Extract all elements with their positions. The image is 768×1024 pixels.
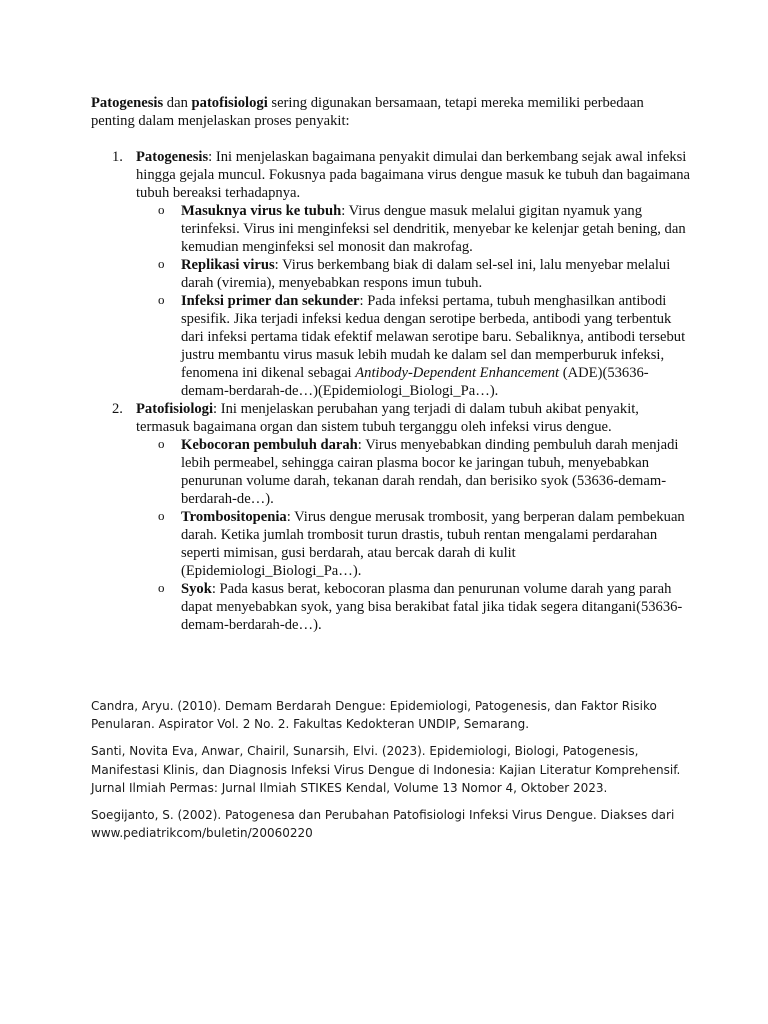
- sub-item-term: Syok: [181, 581, 212, 597]
- list-item-patofisiologi: [91, 400, 691, 436]
- sub-item-text: : Virus menyebabkan dinding pembuluh darah menjadi lebih permeabel, sehingga cairan plasma bocor ke jaringan tubuh, menyebabkan penurunan volume darah, tekanan darah rendah, dan berisiko syok (53636-demam-berdarah-de…).: [181, 437, 679, 507]
- sub-item-term: Kebocoran pembuluh darah: [181, 437, 358, 453]
- sub-item-text: : Pada kasus berat, kebocoran plasma dan penurunan volume darah yang parah dapat menyebabkan syok, yang bisa berakibat fatal jika tidak segera ditangani(53636-demam-berdarah-de…).: [181, 581, 683, 633]
- item-term: Patofisiologi: [136, 401, 214, 417]
- item-term: Patogenesis: [136, 149, 209, 165]
- reference-entry: Santi, Novita Eva, Anwar, Chairil, Sunarsih, Elvi. (2023). Epidemiologi, Biologi, Patogenesis, Manifestasi Klinis, dan Diagnosis Infeksi Virus Dengue di Indonesia: Kajian Literatur Komprehensif. Jurnal Ilmiah Permas: Jurnal Ilmiah STIKES Kendal, Volume 13 Nomor 4, Oktober 2023.: [91, 744, 681, 795]
- intro-connector: dan: [163, 95, 192, 111]
- list-number: 2.: [112, 401, 123, 417]
- sublist-patofisiologi: [91, 436, 691, 634]
- sub-item-term: Infeksi primer dan sekunder: [181, 293, 360, 309]
- sub-item-text: : Pada infeksi pertama, tubuh menghasilkan antibodi spesifik. Jika terjadi infeksi kedua dengan serotipe berbeda, antibodi yang terbentuk dari infeksi pertama tidak efektif melawan serotipe baru. Sebaliknya, antibodi tersebut justru membantu virus masuk lebih mudah ke dalam sel dan memperburuk infeksi, fenomena ini dikenal sebagai: [181, 293, 686, 381]
- sub-item-term: Masuknya virus ke tubuh: [181, 203, 342, 219]
- item-text: : Ini menjelaskan perubahan yang terjadi di dalam tubuh akibat penyakit, termasuk bagaimana organ dan sistem tubuh terganggu oleh infeksi virus dengue.: [136, 401, 639, 435]
- reference-list: [91, 697, 691, 851]
- sub-item-text: : Virus berkembang biak di dalam sel-sel ini, lalu menyebar melalui darah (viremia), menyebabkan respons imun tubuh.: [181, 257, 671, 291]
- item-text: : Ini menjelaskan bagaimana penyakit dimulai dan berkembang sejak awal infeksi hingga gejala muncul. Fokusnya pada bagaimana virus dengue masuk ke tubuh dan bagaimana tubuh bereaksi terhadapnya.: [136, 149, 690, 201]
- list-number: 1.: [112, 149, 123, 165]
- sub-item-text: : Virus dengue merusak trombosit, yang berperan dalam pembekuan darah. Ketika jumlah trombosit turun drastis, tubuh rentan mengalami perdarahan seperti mimisan, gusi berdarah, atau bercak darah di kulit (Epidemiologi_Biologi_Pa…).: [181, 509, 685, 579]
- reference-entry: Candra, Aryu. (2010). Demam Berdarah Dengue: Epidemiologi, Patogenesis, dan Faktor Risiko Penularan. Aspirator Vol. 2 No. 2. Fakultas Kedokteran UNDIP, Semarang.: [91, 699, 657, 732]
- reference-entry: Soegijanto, S. (2002). Patogenesa dan Perubahan Patofisiologi Infeksi Virus Dengue. Diakses dari www.pediatrikcom/buletin/20060220: [91, 808, 675, 841]
- sub-item: [91, 202, 691, 256]
- sub-item-text: : Virus dengue masuk melalui gigitan nyamuk yang terinfeksi. Virus ini menginfeksi sel dendritik, menyebar ke kelenjar getah bening, dan kemudian menginfeksi sel monosit dan makrofag.: [181, 203, 686, 255]
- sub-item-term: Trombositopenia: [181, 509, 287, 525]
- circle-bullet-icon: o: [158, 436, 165, 451]
- circle-bullet-icon: o: [158, 256, 165, 271]
- circle-bullet-icon: o: [158, 580, 165, 595]
- sub-item-italic: Antibody-Dependent Enhancement: [355, 365, 560, 381]
- sub-item-tail: (ADE)(53636-demam-berdarah-de…)(Epidemiologi_Biologi_Pa…).: [181, 365, 649, 399]
- sub-item: [91, 508, 691, 580]
- list-item-patogenesis: [91, 148, 691, 202]
- intro-term-patofisiologi: patofisiologi: [191, 95, 268, 111]
- circle-bullet-icon: o: [158, 508, 165, 523]
- sublist-patogenesis: [91, 202, 691, 400]
- sub-item: [91, 580, 691, 634]
- sub-item: [91, 256, 691, 292]
- circle-bullet-icon: o: [158, 292, 165, 307]
- sub-item: [91, 292, 691, 400]
- intro-term-patogenesis: Patogenesis: [91, 95, 164, 111]
- numbered-list: [91, 148, 691, 634]
- sub-item-term: Replikasi virus: [181, 257, 275, 273]
- circle-bullet-icon: o: [158, 202, 165, 217]
- intro-text: sering digunakan bersamaan, tetapi mereka memiliki perbedaan penting dalam menjelaskan proses penyakit:: [91, 95, 644, 129]
- sub-item: [91, 436, 691, 508]
- intro-paragraph: [91, 94, 691, 130]
